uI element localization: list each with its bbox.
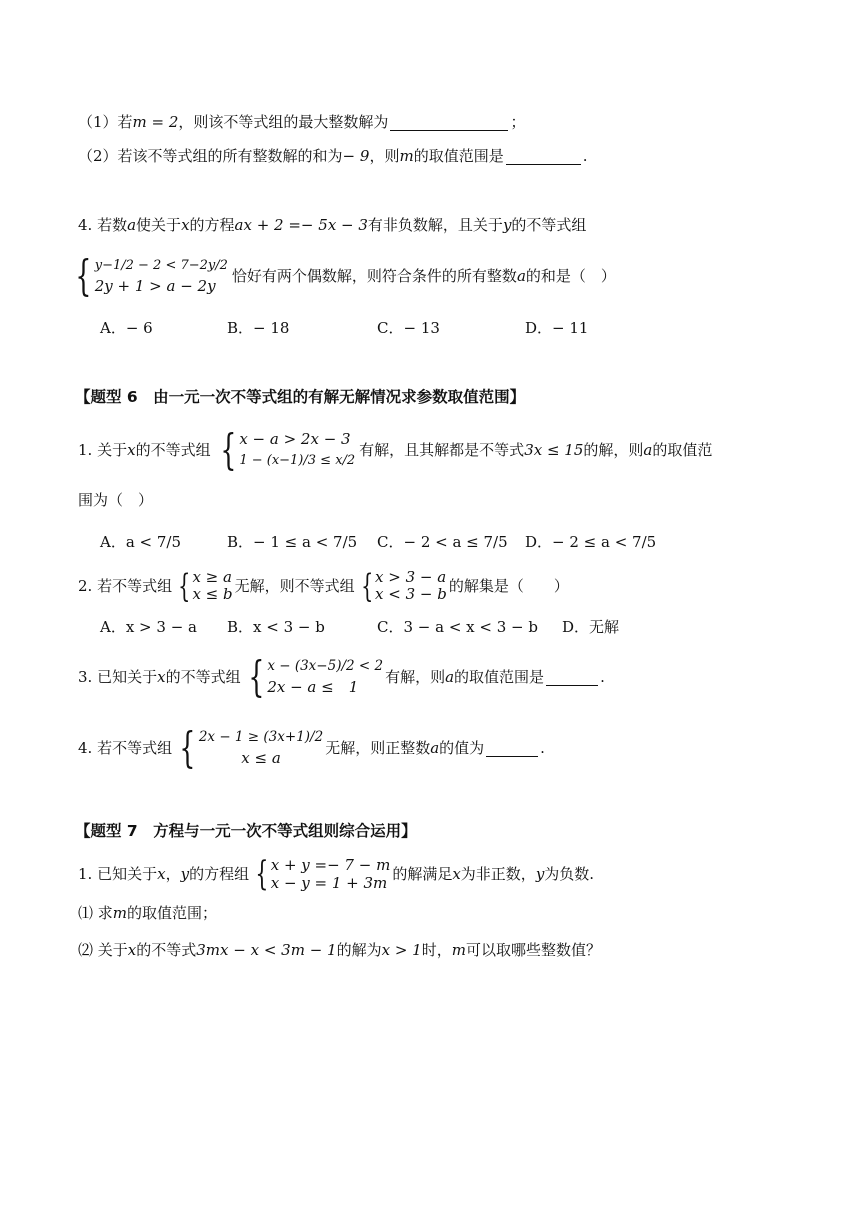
text: 的取值范围是: [454, 668, 545, 686]
system-row: x − a > 2x − 3: [239, 430, 351, 448]
text: 4. 若不等式组: [78, 739, 173, 757]
text: 无解，则正整数: [325, 739, 431, 757]
text: 有非负数解，且关于: [367, 216, 503, 234]
math-inequality: 3mx − x < 3m − 1: [196, 941, 337, 959]
system-row: 2x − a ≤ 1: [267, 678, 359, 696]
text: ，则该不等式组的最大整数解为: [178, 113, 389, 131]
option-c[interactable]: C．− 13: [377, 319, 440, 337]
text: .: [540, 739, 545, 757]
text: 的取值范围；: [127, 904, 218, 922]
text: 的不等式组: [165, 668, 241, 686]
equation-system: [251, 854, 390, 894]
math-var: x: [127, 941, 137, 959]
system-row: x − (3x−5)/2 < 2: [267, 658, 384, 674]
t6-q1-options: [100, 531, 656, 553]
section-heading-type7: 【题型 7 方程与一元一次不等式组则综合运用】: [75, 822, 417, 840]
text: 的取值范围是: [413, 147, 504, 165]
brace-icon: {: [255, 854, 269, 894]
problem-4-line1: [78, 214, 820, 236]
t6-q3-line1: [78, 653, 820, 701]
text: .: [582, 147, 588, 165]
system-row: x ≥ a: [192, 568, 232, 586]
brace-icon: {: [219, 425, 236, 474]
inequality-system: [215, 425, 356, 474]
text: 的解满足: [392, 865, 453, 883]
inequality-system: [357, 566, 447, 606]
system-row: 2y + 1 > a − 2y: [94, 277, 216, 295]
math-var: x: [181, 216, 190, 234]
t6-q4-line1: [78, 724, 820, 772]
brace-icon: {: [75, 251, 92, 300]
system-row: x ≤ a: [241, 749, 281, 767]
math-var: a: [516, 267, 526, 285]
text: 的不等式: [136, 941, 197, 959]
text: .: [600, 668, 605, 686]
text: 的解，则: [583, 441, 644, 459]
math-var: x: [157, 668, 166, 686]
option-d[interactable]: D．− 11: [525, 319, 589, 337]
math-var: x: [127, 441, 136, 459]
text: ⑴ 求: [78, 904, 113, 922]
text: 可以取哪些整数值？: [465, 941, 601, 959]
text: 3. 已知关于: [78, 668, 158, 686]
text: （2）若该不等式组的所有整数解的和为: [78, 147, 343, 165]
math-equation: ax + 2 =− 5x − 3: [234, 216, 368, 234]
t7-q1-line1: [78, 852, 820, 896]
math-var: m: [451, 941, 466, 959]
system-row: x > 3 − a: [375, 568, 447, 586]
option-a[interactable]: A．x > 3 − a: [100, 618, 197, 636]
brace-icon: {: [178, 567, 191, 605]
brace-icon: {: [179, 723, 196, 772]
t7-sub2: [78, 939, 820, 961]
t6-q2-line1: [78, 564, 820, 608]
text: ；: [510, 113, 526, 131]
text: 的不等式组: [135, 441, 211, 459]
math-inequality: 3x ≤ 15: [524, 441, 584, 459]
inequality-system: [174, 723, 324, 772]
inequality-system: [243, 652, 384, 701]
system-row: 2x − 1 ≥ (3x+1)/2: [198, 729, 324, 745]
t6-q2-options: [100, 616, 619, 638]
math-var: a: [127, 216, 137, 234]
text: 无解，则不等式组: [234, 577, 355, 595]
brace-icon: {: [360, 567, 373, 605]
math-var: y: [502, 216, 512, 234]
math-var: x: [157, 865, 166, 883]
answer-blank[interactable]: [546, 669, 598, 686]
math-var: m: [112, 904, 128, 922]
inequality-system: [70, 251, 228, 300]
text: ，则: [369, 147, 400, 165]
text: 1. 关于: [78, 441, 128, 459]
system-row: y−1/2 − 2 < 7−2y/2: [94, 258, 228, 273]
option-b[interactable]: B．x < 3 − b: [227, 618, 325, 636]
problem-4-options: [100, 317, 588, 339]
math-var: m: [399, 147, 414, 165]
option-c[interactable]: C．3 − a < x < 3 − b: [377, 618, 538, 636]
system-row: 1 − (x−1)/3 ≤ x/2: [239, 453, 356, 468]
text: 的方程组: [189, 865, 250, 883]
section-heading-type6: 【题型 6 由一元一次不等式组的有解无解情况求参数取值范围】: [75, 388, 526, 406]
system-row: x ≤ b: [192, 585, 233, 603]
text: 的解集是（ ）: [448, 577, 569, 595]
answer-blank[interactable]: [390, 114, 508, 131]
option-c[interactable]: C．− 2 < a ≤ 7/5: [377, 533, 508, 551]
option-b[interactable]: B．− 1 ≤ a < 7/5: [227, 533, 358, 551]
text: 恰好有两个偶数解，则符合条件的所有整数: [231, 267, 517, 285]
text: 时，: [421, 941, 452, 959]
text: 4. 若数: [78, 216, 128, 234]
problem-4-line2: [70, 252, 820, 300]
text: 有解，则: [385, 668, 446, 686]
text: ⑵ 关于: [78, 941, 128, 959]
system-row: x − y = 1 + 3m: [270, 874, 388, 892]
math-var: y: [535, 865, 545, 883]
t6-q1-line1: [78, 426, 820, 474]
text: 的取值范: [652, 441, 713, 459]
text: 的不等式组: [511, 216, 587, 234]
system-row: x + y =− 7 − m: [270, 856, 391, 874]
answer-blank[interactable]: [506, 148, 581, 165]
text: 的和是（ ）: [525, 267, 616, 285]
inequality-system: [174, 566, 233, 606]
text: 为非正数，: [460, 865, 536, 883]
answer-blank[interactable]: [486, 740, 538, 757]
t7-sub1: [78, 902, 820, 924]
option-d[interactable]: D．− 2 ≤ a < 7/5: [525, 533, 657, 551]
math-var: a: [430, 739, 440, 757]
math-var: x: [452, 865, 461, 883]
text: （1）若: [78, 113, 133, 131]
option-a[interactable]: A．− 6: [100, 319, 153, 337]
option-d[interactable]: D．无解: [562, 618, 620, 636]
brace-icon: {: [247, 652, 264, 701]
math-var: y: [180, 865, 190, 883]
system-row: x < 3 − b: [375, 585, 447, 603]
subquestion-2: [78, 145, 820, 167]
text: 有解，且其解都是不等式: [359, 441, 525, 459]
math-var: a: [643, 441, 653, 459]
text: 的值为: [439, 739, 485, 757]
text: 1. 已知关于: [78, 865, 158, 883]
option-b[interactable]: B．− 18: [227, 319, 290, 337]
math-expr: − 9: [342, 147, 370, 165]
text: 使关于: [136, 216, 182, 234]
math-expr: m = 2: [132, 113, 179, 131]
text: 2. 若不等式组: [78, 577, 173, 595]
math-inequality: x > 1: [381, 941, 422, 959]
option-a[interactable]: A．a < 7/5: [100, 533, 182, 551]
text: 的方程: [189, 216, 235, 234]
text: 的解为: [336, 941, 382, 959]
math-var: a: [445, 668, 455, 686]
text: 围为（ ）: [78, 491, 154, 509]
t6-q1-line2: [78, 489, 820, 511]
text: 为负数.: [544, 865, 595, 883]
text: ，: [165, 865, 181, 883]
subquestion-1: [78, 111, 820, 133]
